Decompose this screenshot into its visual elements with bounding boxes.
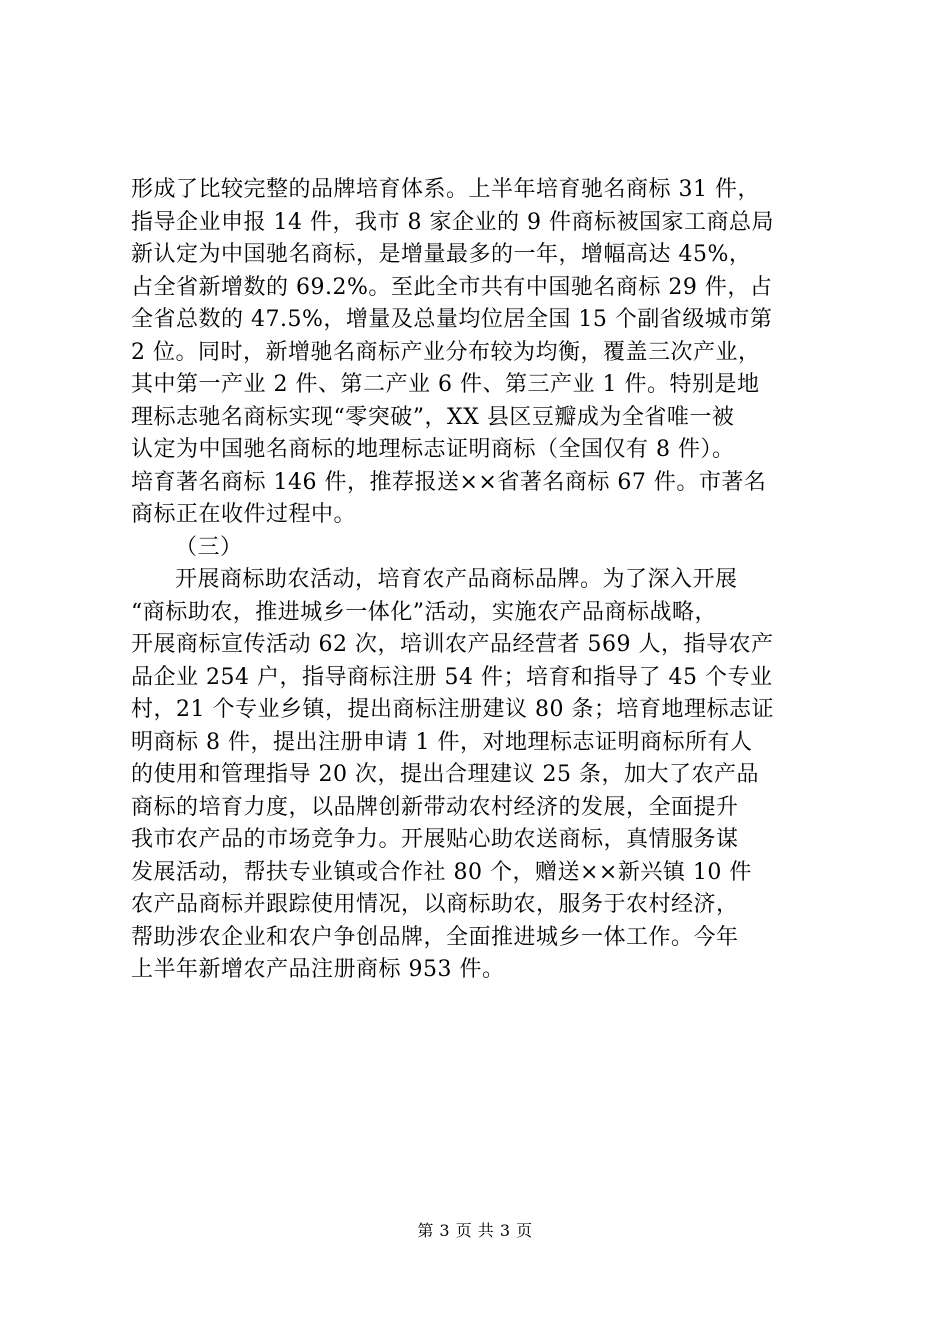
paragraph-line: 农产品商标并跟踪使用情况，以商标助农，服务于农村经济，: [131, 892, 739, 917]
paragraph-line: 村，21 个专业乡镇，提出商标注册建议 80 条；培育地理标志证: [131, 697, 774, 722]
section-heading: （三）: [175, 534, 243, 560]
paragraph-line: 形成了比较完整的品牌培育体系。上半年培育驰名商标 31 件，: [131, 177, 760, 202]
paragraph-line: 理标志驰名商标实现“零突破”，XX 县区豆瓣成为全省唯一被: [131, 404, 735, 430]
paragraph-line: 上半年新增农产品注册商标 953 件。: [131, 957, 505, 982]
paragraph-line: 明商标 8 件，提出注册申请 1 件，对地理标志证明商标所有人: [131, 729, 753, 755]
paragraph-line: 认定为中国驰名商标的地理标志证明商标（全国仅有 8 件）。: [131, 437, 735, 462]
paragraph-line: 指导企业申报 14 件，我市 8 家企业的 9 件商标被国家工商总局: [131, 209, 774, 235]
paragraph-line: 开展商标助农活动，培育农产品商标品牌。为了深入开展: [175, 567, 738, 592]
paragraph-line: 新认定为中国驰名商标，是增量最多的一年，增幅高达 45%，: [131, 242, 752, 267]
paragraph-line: 帮助涉农企业和农户争创品牌，全面推进城乡一体工作。今年: [131, 924, 739, 950]
paragraph-line: “商标助农，推进城乡一体化”活动，实施农产品商标战略，: [131, 599, 717, 625]
paragraph-line: 我市农产品的市场竞争力。开展贴心助农送商标，真情服务谋: [131, 827, 739, 852]
page-footer: 第 3 页 共 3 页: [417, 1221, 533, 1240]
paragraph-line: 发展活动，帮扶专业镇或合作社 80 个，赠送××新兴镇 10 件: [131, 859, 752, 885]
paragraph-line: 的使用和管理指导 20 次，提出合理建议 25 条，加大了农产品: [131, 762, 759, 787]
paragraph-line: 商标的培育力度，以品牌创新带动农村经济的发展，全面提升: [131, 794, 739, 820]
paragraph-line: 培育著名商标 146 件，推荐报送××省著名商标 67 件。市著名: [131, 469, 767, 495]
paragraph-line: 2 位。同时，新增驰名商标产业分布较为均衡，覆盖三次产业，: [131, 339, 761, 365]
paragraph-line: 商标正在收件过程中。: [131, 502, 357, 527]
paragraph-line: 其中第一产业 2 件、第二产业 6 件、第三产业 1 件。特别是地: [131, 372, 760, 397]
paragraph-line: 开展商标宣传活动 62 次，培训农产品经营者 569 人，指导农产: [131, 632, 774, 657]
paragraph-line: 品企业 254 户，指导商标注册 54 件；培育和指导了 45 个专业: [131, 664, 773, 690]
paragraph-line: 占全省新增数的 69.2%。至此全市共有中国驰名商标 29 件，占: [131, 274, 773, 300]
document-body: [131, 174, 851, 987]
paragraph-line: 全省总数的 47.5%，增量及总量均位居全国 15 个副省级城市第: [131, 307, 773, 332]
